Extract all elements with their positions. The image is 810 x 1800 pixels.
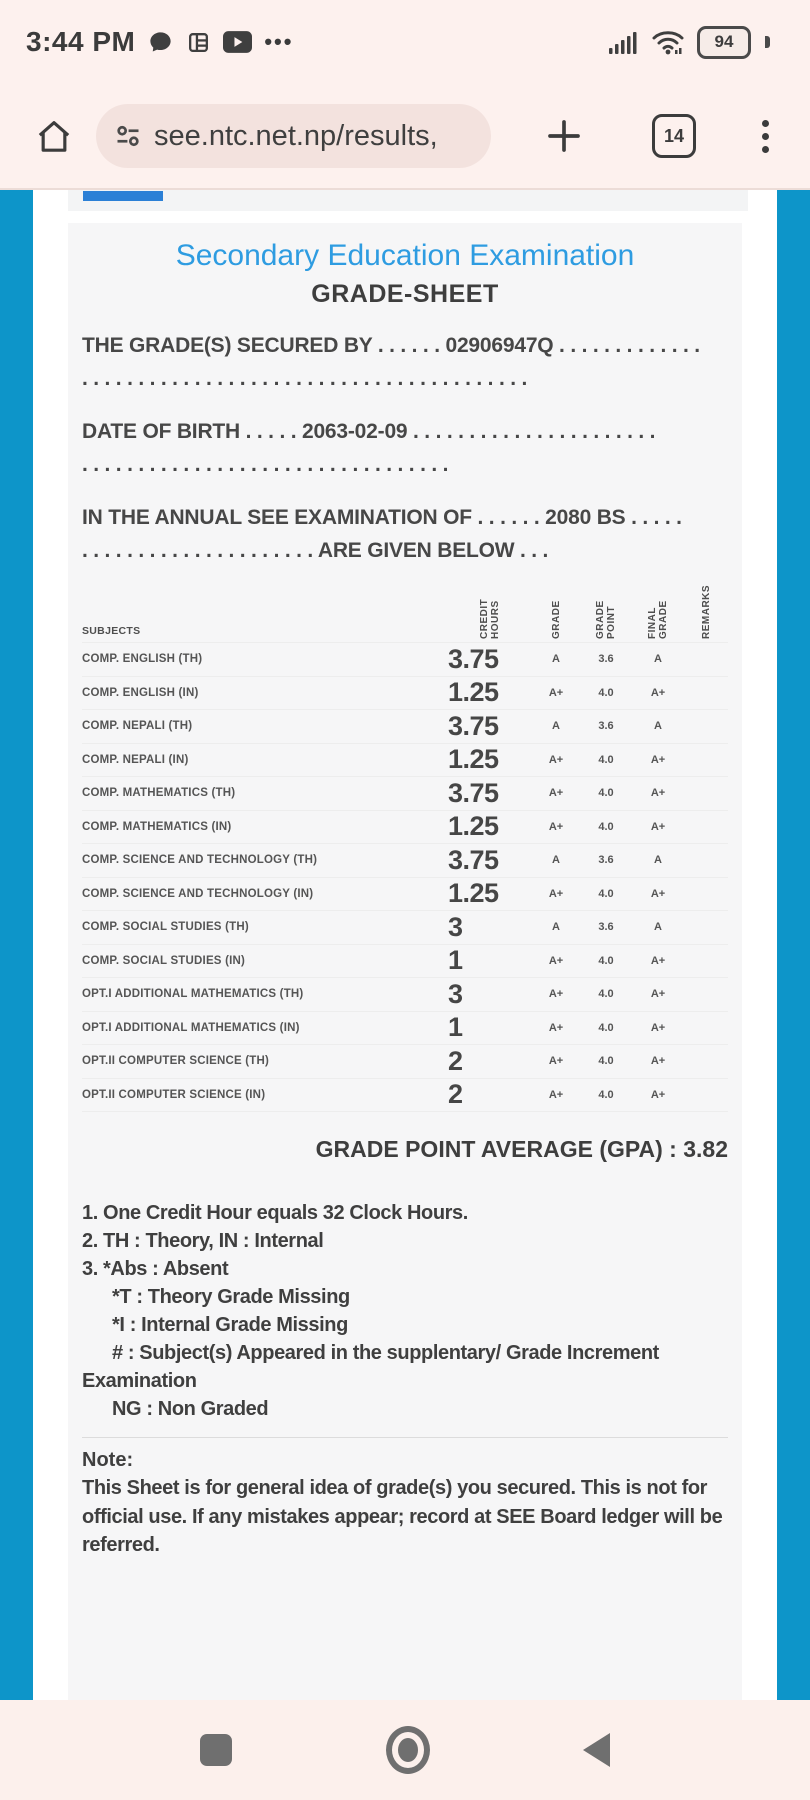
grade-cell: A+ xyxy=(548,753,564,766)
sheet-subtitle: GRADE-SHEET xyxy=(311,280,499,308)
credit-cell: 2 xyxy=(448,1045,463,1076)
new-tab-button[interactable] xyxy=(543,115,585,157)
note-line: *I : Internal Grade Missing xyxy=(112,1314,348,1336)
header-final-grade: FINAL GRADE xyxy=(647,600,669,639)
final-grade-cell: A+ xyxy=(650,1055,666,1068)
note-line: NG : Non Graded xyxy=(112,1398,269,1420)
table-row xyxy=(82,1079,728,1113)
table-row xyxy=(82,978,728,1012)
subject-cell: COMP. NEPALI (TH) xyxy=(82,720,193,733)
dob-line2: . . . . . . . . . . . . . . . . . . . . . . . . . . . . . . . . . xyxy=(82,453,449,476)
table-row xyxy=(82,710,728,744)
note-line: # : Subject(s) Appeared in the supplentary/ Grade Increment Examination xyxy=(82,1342,659,1392)
grade-point-cell: 4.0 xyxy=(598,787,614,800)
battery-percent: 94 xyxy=(714,32,734,51)
page-title: Secondary Education Examination xyxy=(175,239,635,272)
credit-cell: 1 xyxy=(448,1012,463,1043)
grade-cell: A+ xyxy=(548,1021,564,1034)
header-subjects: SUBJECTS xyxy=(82,625,141,637)
subject-cell: OPT.II COMPUTER SCIENCE (IN) xyxy=(82,1088,266,1101)
grade-cell: A+ xyxy=(548,820,564,833)
final-grade-cell: A xyxy=(654,921,662,934)
subject-cell: COMP. SOCIAL STUDIES (TH) xyxy=(82,921,249,934)
final-grade-cell: A xyxy=(654,854,662,867)
table-row xyxy=(82,1012,728,1046)
final-grade-cell: A+ xyxy=(650,954,666,967)
divider xyxy=(82,1437,728,1438)
note-line: 2. TH : Theory, IN : Internal xyxy=(82,1230,324,1252)
grade-point-cell: 3.6 xyxy=(598,921,614,934)
grade-sheet-card xyxy=(68,223,742,1700)
final-grade-cell: A xyxy=(654,653,662,666)
grade-point-cell: 3.6 xyxy=(598,854,614,867)
credit-cell: 3.75 xyxy=(448,643,499,674)
table-row xyxy=(82,911,728,945)
address-bar[interactable] xyxy=(96,104,491,168)
signal-strength-icon xyxy=(609,29,639,55)
final-grade-cell: A xyxy=(654,720,662,733)
dob-line1: DATE OF BIRTH . . . . . 2063-02-09 . . . . . . . . . . . . . . . . . . . . . . xyxy=(82,420,656,443)
header-remarks: REMARKS xyxy=(700,584,712,639)
final-grade-cell: A+ xyxy=(650,686,666,699)
grade-cell: A xyxy=(552,720,560,733)
subject-cell: COMP. ENGLISH (TH) xyxy=(82,653,203,666)
recents-button[interactable] xyxy=(200,1734,232,1766)
subject-cell: COMP. SCIENCE AND TECHNOLOGY (TH) xyxy=(82,854,318,867)
credit-cell: 1.25 xyxy=(448,811,499,842)
credit-cell: 3 xyxy=(448,911,463,942)
subject-cell: OPT.I ADDITIONAL MATHEMATICS (IN) xyxy=(82,1021,300,1034)
legend-notes xyxy=(82,1199,728,1423)
secured-by-block xyxy=(82,329,728,395)
table-row xyxy=(82,878,728,912)
grade-point-cell: 3.6 xyxy=(598,720,614,733)
credit-cell: 3.75 xyxy=(448,777,499,808)
tab-count: 14 xyxy=(663,125,685,146)
table-row xyxy=(82,777,728,811)
page-left-border xyxy=(0,190,33,1700)
credit-cell: 3 xyxy=(448,978,463,1009)
grade-point-cell: 4.0 xyxy=(598,686,614,699)
widget-notification-icon xyxy=(186,30,211,55)
header-grade-point: GRADE POINT xyxy=(595,600,617,639)
note-body: This Sheet is for general idea of grade(s) you secured. This is not for official use. If any mistakes appear; record at SEE Board ledger will be referred. xyxy=(82,1477,723,1556)
exam-year-block xyxy=(82,501,728,567)
grade-cell: A xyxy=(552,921,560,934)
credit-cell: 1.25 xyxy=(448,878,499,909)
note-line: 1. One Credit Hour equals 32 Clock Hours. xyxy=(82,1202,468,1224)
browser-toolbar xyxy=(0,74,810,198)
browser-chrome xyxy=(0,0,810,190)
subject-cell: COMP. NEPALI (IN) xyxy=(82,753,189,766)
page-header-strip xyxy=(68,190,748,211)
grade-cell: A+ xyxy=(548,686,564,699)
credit-cell: 3.75 xyxy=(448,844,499,875)
table-row xyxy=(82,844,728,878)
grade-cell: A xyxy=(552,854,560,867)
table-header-row xyxy=(82,584,728,643)
status-bar-right xyxy=(609,26,770,59)
grade-point-cell: 3.6 xyxy=(598,653,614,666)
table-row xyxy=(82,945,728,979)
header-credit-hours: CREDIT HOURS xyxy=(479,598,501,639)
note-line: *T : Theory Grade Missing xyxy=(112,1286,350,1308)
more-notifications-icon: ••• xyxy=(264,29,294,54)
grade-point-cell: 4.0 xyxy=(598,887,614,900)
subject-cell: OPT.II COMPUTER SCIENCE (TH) xyxy=(82,1055,270,1068)
header-grade: GRADE xyxy=(550,600,562,639)
final-grade-cell: A+ xyxy=(650,887,666,900)
final-grade-cell: A+ xyxy=(650,988,666,1001)
home-nav-button[interactable] xyxy=(386,1726,430,1774)
grade-cell: A+ xyxy=(548,1055,564,1068)
subject-cell: COMP. SOCIAL STUDIES (IN) xyxy=(82,954,246,967)
scroll-indicator xyxy=(83,191,163,201)
youtube-notification-icon xyxy=(223,31,252,53)
grade-point-cell: 4.0 xyxy=(598,1055,614,1068)
table-row xyxy=(82,744,728,778)
android-nav-bar xyxy=(0,1700,810,1800)
grade-point-cell: 4.0 xyxy=(598,1021,614,1034)
grade-point-cell: 4.0 xyxy=(598,954,614,967)
note-heading: Note: xyxy=(82,1449,134,1471)
final-grade-cell: A+ xyxy=(650,787,666,800)
grade-cell: A+ xyxy=(548,954,564,967)
table-row xyxy=(82,677,728,711)
table-row xyxy=(82,643,728,677)
credit-cell: 1.25 xyxy=(448,677,499,708)
secured-by-line2: . . . . . . . . . . . . . . . . . . . . . . . . . . . . . . . . . . . . . . . . xyxy=(82,367,528,390)
back-button[interactable] xyxy=(583,1733,610,1767)
url-text[interactable]: see.ntc.net.np/results, xyxy=(154,119,438,152)
dob-block xyxy=(82,415,728,481)
chat-notification-icon xyxy=(147,29,174,56)
tab-switcher-button[interactable] xyxy=(652,114,696,158)
subject-cell: COMP. MATHEMATICS (TH) xyxy=(82,787,236,800)
home-dot-icon xyxy=(398,1738,418,1762)
grade-cell: A+ xyxy=(548,1088,564,1101)
grade-point-cell: 4.0 xyxy=(598,753,614,766)
grades-table xyxy=(82,584,728,1112)
grade-cell: A+ xyxy=(548,787,564,800)
grade-point-cell: 4.0 xyxy=(598,820,614,833)
subject-cell: COMP. SCIENCE AND TECHNOLOGY (IN) xyxy=(82,887,314,900)
final-grade-cell: A+ xyxy=(650,1088,666,1101)
final-grade-cell: A+ xyxy=(650,753,666,766)
gpa-line: GRADE POINT AVERAGE (GPA) : 3.82 xyxy=(315,1136,728,1162)
note-line: 3. *Abs : Absent xyxy=(82,1258,229,1280)
credit-cell: 1.25 xyxy=(448,744,499,775)
status-bar xyxy=(0,0,810,74)
credit-cell: 3.75 xyxy=(448,710,499,741)
battery-nub xyxy=(765,36,770,48)
credit-cell: 1 xyxy=(448,945,463,976)
exam-year-line2: . . . . . . . . . . . . . . . . . . . . . ARE GIVEN BELOW . . . xyxy=(82,539,549,562)
final-grade-cell: A+ xyxy=(650,820,666,833)
home-button[interactable] xyxy=(34,116,74,156)
subject-cell: COMP. MATHEMATICS (IN) xyxy=(82,820,232,833)
page-right-border xyxy=(777,190,810,1700)
clock: 3:44 PM xyxy=(26,26,136,57)
grade-point-cell: 4.0 xyxy=(598,988,614,1001)
site-settings-icon[interactable] xyxy=(114,122,142,150)
credit-cell: 2 xyxy=(448,1079,463,1110)
grade-cell: A+ xyxy=(548,887,564,900)
menu-button[interactable] xyxy=(762,120,769,153)
subject-cell: COMP. ENGLISH (IN) xyxy=(82,686,199,699)
secured-by-line1: THE GRADE(S) SECURED BY . . . . . . 02906947Q . . . . . . . . . . . . . xyxy=(82,334,700,357)
grade-cell: A xyxy=(552,653,560,666)
grade-point-cell: 4.0 xyxy=(598,1088,614,1101)
subject-cell: OPT.I ADDITIONAL MATHEMATICS (TH) xyxy=(82,988,304,1001)
table-row xyxy=(82,1045,728,1079)
webpage-viewport xyxy=(0,190,810,1700)
battery-icon xyxy=(697,26,751,59)
exam-year-line1: IN THE ANNUAL SEE EXAMINATION OF . . . . . . 2080 BS . . . . . xyxy=(82,506,682,529)
final-grade-cell: A+ xyxy=(650,1021,666,1034)
wifi-icon xyxy=(651,28,685,56)
table-row xyxy=(82,811,728,845)
status-bar-left xyxy=(26,26,293,58)
grade-cell: A+ xyxy=(548,988,564,1001)
